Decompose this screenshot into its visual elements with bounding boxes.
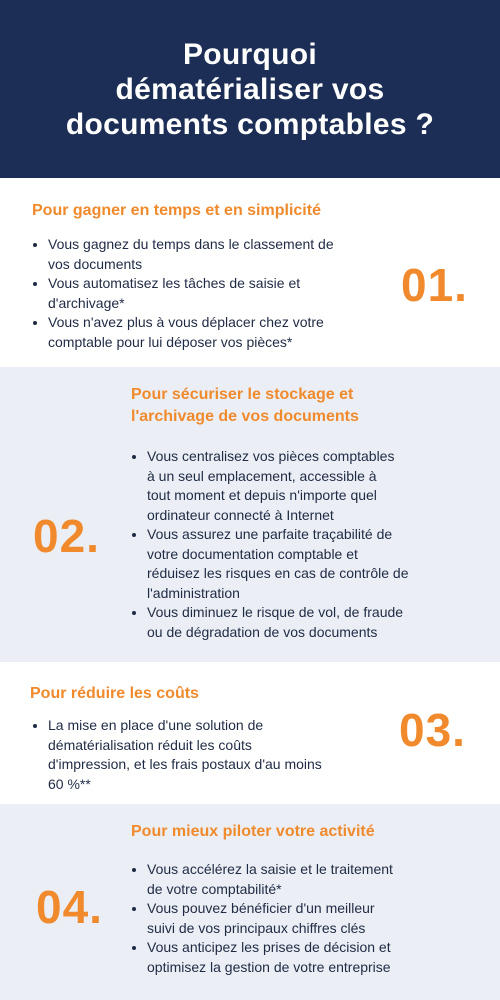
- section-title: Pour sécuriser le stockage et l'archivage de vos documents: [131, 386, 359, 425]
- list-item: • Vous anticipez les prises de décision et optimisez la gestion de votre entreprise: [147, 938, 457, 977]
- section-title: Pour gagner en temps et en simplicité: [32, 202, 321, 219]
- list-item: • Vous accélérez la saisie et le traitement de votre comptabilité*: [147, 860, 457, 899]
- list-item: • Vous pouvez bénéficier d'un meilleur suivi de vos principaux chiffres clés: [147, 899, 457, 938]
- list-item: • Vous automatisez les tâches de saisie et d'archivage*: [48, 274, 408, 313]
- list-item: • La mise en place d'une solution de dématérialisation réduit les coûts d'impression, et les frais postaux d'au moins 60 %**: [48, 716, 398, 794]
- section-reduce-costs: [0, 662, 500, 804]
- bullet-list: [131, 860, 457, 977]
- section-number: 04.: [36, 881, 103, 933]
- bullet-list: [32, 235, 408, 352]
- list-item: • Vous assurez une parfaite traçabilité de votre documentation comptable et réduisez les risques en cas de contrôle de l'administration: [147, 525, 447, 603]
- title-line: documents comptables ?: [65, 107, 435, 141]
- section-number: 01.: [401, 259, 468, 311]
- page-title: [66, 37, 434, 142]
- section-title: Pour mieux piloter votre activité: [131, 823, 375, 840]
- section-number: 02.: [33, 510, 100, 562]
- list-item: • Vous gagnez du temps dans le classement de vos documents: [48, 235, 408, 274]
- section-secure-storage: [0, 367, 500, 662]
- bullet-list: [32, 716, 398, 794]
- title-line: dématérialiser vos: [115, 72, 385, 106]
- section-number: 03.: [399, 704, 466, 756]
- list-item: • Vous diminuez le risque de vol, de fraude ou de dégradation de vos documents: [147, 603, 447, 642]
- section-title: Pour réduire les coûts: [30, 685, 199, 702]
- section-time-simplicity: [0, 178, 500, 367]
- bullet-list: [131, 447, 447, 642]
- title-line: Pourquoi: [182, 37, 318, 71]
- header-banner: [0, 0, 500, 178]
- section-manage-activity: [0, 804, 500, 1000]
- list-item: • Vous centralisez vos pièces comptables à un seul emplacement, accessible à tout moment et depuis n'importe quel ordinateur connecté à Internet: [147, 447, 447, 525]
- list-item: • Vous n'avez plus à vous déplacer chez votre comptable pour lui déposer vos pièces*: [48, 313, 408, 352]
